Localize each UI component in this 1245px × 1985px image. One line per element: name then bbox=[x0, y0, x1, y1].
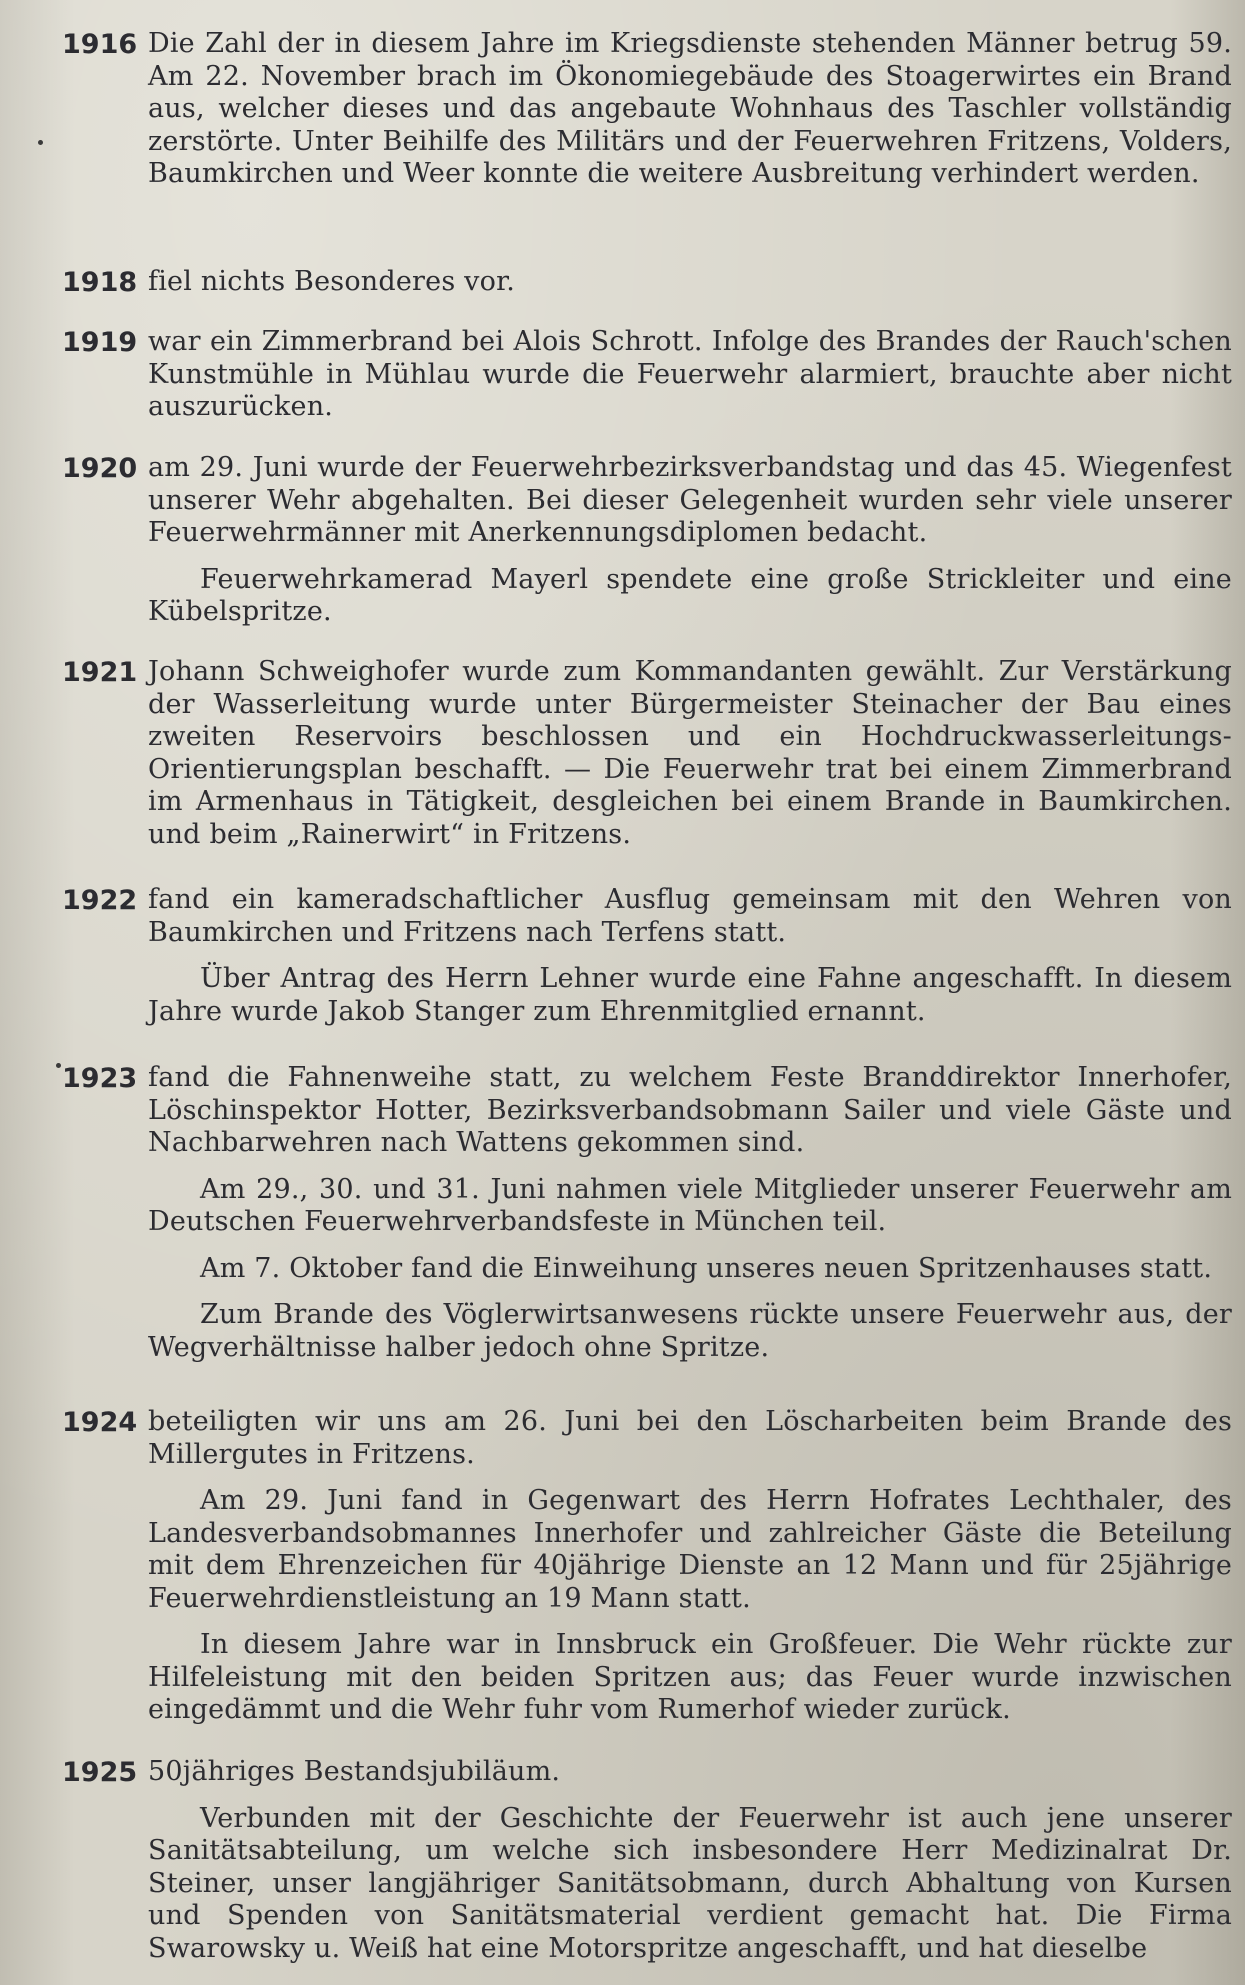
entry-year: 1919 bbox=[62, 327, 138, 358]
entry-paragraph: Zum Brande des Vöglerwirtsanwesens rückte unsere Feuerwehr aus, der Wegverhältnisse halber jedoch ohne Spritze. bbox=[148, 1299, 1232, 1363]
entry-paragraph: Über Antrag des Herrn Lehner wurde eine Fahne angeschafft. In diesem Jahre wurde Jakob Stanger zum Ehrenmitglied ernannt. bbox=[148, 963, 1232, 1027]
entry-year: 1924 bbox=[62, 1407, 138, 1438]
entry-year: 1916 bbox=[62, 29, 138, 60]
chronicle-entry bbox=[62, 1756, 1232, 1979]
entry-paragraph: fand die Fahnenweihe statt, zu welchem Feste Branddirektor Innerhofer, Löschinspektor Hotter, Bezirksverbandsobmann Sailer und viele Gäste und Nachbarwehren nach Wattens gekommen sind. bbox=[148, 1062, 1232, 1158]
entry-paragraph: In diesem Jahre war in Innsbruck ein Großfeuer. Die Wehr rückte zur Hilfeleistung mit den beiden Spritzen aus; das Feuer wurde inzwischen eingedämmt und die Wehr fuhr vom Rumerhof wieder zurück. bbox=[148, 1629, 1232, 1725]
entry-paragraph: fiel nichts Besonderes vor. bbox=[148, 266, 515, 297]
chronicle-entry bbox=[62, 1406, 1232, 1741]
entry-paragraph: Verbunden mit der Geschichte der Feuerwehr ist auch jene unserer Sanitätsabteilung, um welche sich insbesondere Herr Medizinalrat Dr. Steiner, unser langjähriger Sanitätsobmann, durch Abhaltung von Kursen und Spenden von Sanitätsmaterial verdient gemacht hat. Die Firma Swarowsky u. Weiß hat eine Motorspritze angeschafft, und hat dieselbe bbox=[148, 1802, 1232, 1964]
chronicle-entry bbox=[62, 884, 1232, 1042]
chronicle-entry bbox=[62, 656, 1232, 865]
entry-paragraph: 50jähriges Bestandsjubiläum. bbox=[148, 1756, 561, 1787]
entry-year: 1925 bbox=[62, 1757, 138, 1788]
chronicle-entry bbox=[62, 1062, 1232, 1378]
entry-paragraph: fand ein kameradschaftlicher Ausflug gemeinsam mit den Wehren von Baumkirchen und Fritzens nach Terfens statt. bbox=[148, 884, 1232, 948]
entry-paragraph: Am 29. Juni fand in Gegenwart des Herrn Hofrates Lechthaler, des Landesverbandsobmannes Innerhofer und zahlreicher Gäste die Beteilung mit dem Ehrenzeichen für 40jährige Dienste an 12 Mann und für 25jährige Feuerwehrdienstleistung an 19 Mann statt. bbox=[148, 1485, 1232, 1614]
chronicle-entry bbox=[62, 266, 1232, 313]
chronicle-entry bbox=[62, 28, 1232, 205]
entry-paragraph: Die Zahl der in diesem Jahre im Kriegsdienste stehenden Männer betrug 59. Am 22. November brach im Ökonomiegebäude des Stoagerwirtes ein Brand aus, welcher dieses und das angebaute Wohnhaus des Taschler vollständig zerstörte. Unter Beihilfe des Militärs und der Feuerwehren Fritzens, Volders, Baumkirchen und Weer konnte die weitere Ausbreitung verhindert werden. bbox=[148, 28, 1232, 189]
entry-year: 1923 bbox=[62, 1063, 138, 1094]
entry-year: 1918 bbox=[62, 267, 138, 298]
entry-paragraph: beteiligten wir uns am 26. Juni bei den Löscharbeiten beim Brande des Millergutes in Fritzens. bbox=[148, 1406, 1232, 1470]
entry-year: 1922 bbox=[62, 885, 138, 916]
entry-year: 1921 bbox=[62, 657, 138, 688]
entry-paragraph: war ein Zimmerbrand bei Alois Schrott. Infolge des Brandes der Rauch'schen Kunstmühle in Mühlau wurde die Feuerwehr alarmiert, brauchte aber nicht auszurücken. bbox=[148, 326, 1232, 422]
entry-paragraph: am 29. Juni wurde der Feuerwehrbezirksverbandstag und das 45. Wiegenfest unserer Wehr abgehalten. Bei dieser Gelegenheit wurden sehr viele unserer Feuerwehrmänner mit Anerkennungsdiplomen bedacht. bbox=[148, 452, 1232, 548]
entry-paragraph: Am 29., 30. und 31. Juni nahmen viele Mitglieder unserer Feuerwehr am Deutschen Feuerwehrverbandsfeste in München teil. bbox=[148, 1173, 1232, 1237]
entry-paragraph: Johann Schweighofer wurde zum Kommandanten gewählt. Zur Verstärkung der Wasserleitung wurde unter Bürgermeister Steinacher der Bau eines zweiten Reservoirs beschlossen und ein Hochdruckwasserleitungs-Orientierungsplan beschafft. — Die Feuerwehr trat bei einem Zimmerbrand im Armenhaus in Tätigkeit, desgleichen bei einem Brande in Baumkirchen. und beim „Rainerwirt“ in Fritzens. bbox=[148, 656, 1232, 850]
page-speck bbox=[56, 1063, 61, 1068]
entry-paragraph: Am 7. Oktober fand die Einweihung unseres neuen Spritzenhauses statt. bbox=[200, 1252, 1213, 1284]
chronicle-entry bbox=[62, 326, 1232, 438]
page-speck bbox=[38, 140, 43, 145]
entry-year: 1920 bbox=[62, 453, 138, 484]
entry-paragraph: Feuerwehrkamerad Mayerl spendete eine große Strickleiter und eine Kübelspritze. bbox=[148, 563, 1232, 627]
chronicle-entry bbox=[62, 452, 1232, 643]
